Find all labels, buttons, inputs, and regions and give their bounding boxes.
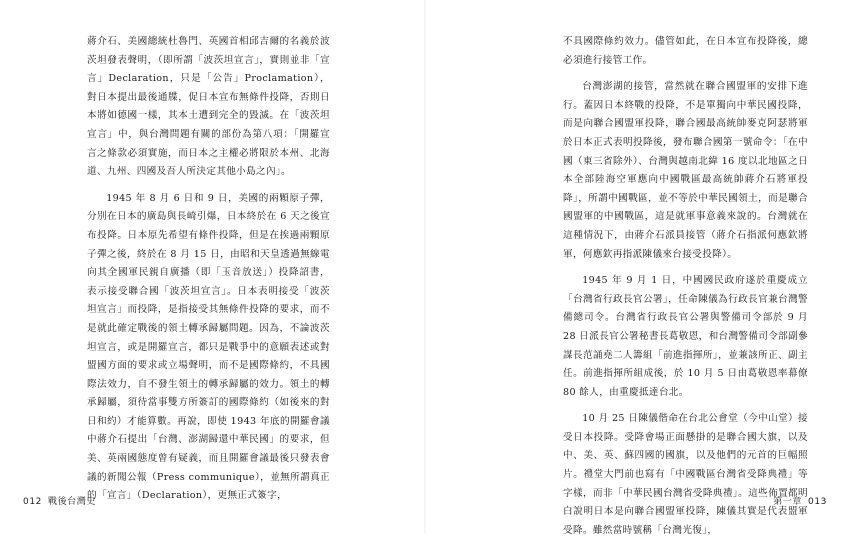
paragraph: 1945 年 8 月 6 日和 9 日，美國的兩顆原子彈，分別在日本的廣島與長崎引爆，日本終於在 6 天之後宣布投降。日本原先希望有條件投降，但是在挨過兩顆原子彈之後，終於在 8 月 15 日，由昭和天皇透過無線電向其全國軍民親自廣播（即「玉音放送」）投降詔書，表示接受聯合國「波茨坦宣言」。日本表明接受「波茨坦宣言」而投降，是指接受其無條件投降的要求，而不是就此確定戰後的領土轉承歸屬問題。因為，不論波茨坦宣言，或是開羅宣言，都只是戰爭中的意願表述或對盟國方面的要求或立場聲明，而不是國際條約，不具國際法效力，自不發生領土的轉承歸屬的效力。領土的轉承歸屬，須待當事雙方所簽訂的國際條約（如後來的對日和約）才能算數。再說，即使 1943 年底的開羅會議中蔣介石提出「台灣、澎湖歸還中華民國」的要求，但美、英兩國態度曾有疑義，而且開羅會議最後只發表會議的新聞公報（Press communique），並無所謂真正的「宣言」（Declaration），更無正式簽字，	[87, 192, 330, 502]
paragraph: 1945 年 9 月 1 日，中國國民政府遂於重慶成立「台灣省行政長官公署」，任命陳儀為行政長官兼台灣警備總司令。台灣省行政長官公署與警備司令部於 9 月 28 日派長官公署秘書長葛敬恩，和台灣警備司令部副參謀長范誦堯二人籌組「前進指揮所」，並兼該所正、副主任。前進指揮所組成後，於 10 月 5 日由葛敬恩率幕僚 80 餘人，由重慶抵達台北。	[563, 275, 809, 398]
paragraph: 台灣澎湖的接管，當然就在聯合國盟軍的安排下進行。蓋因日本終戰的投降，不是單獨向中華民國投降，而是向聯合國盟軍投降，聯合國最高統帥麥克阿瑟將軍於日本正式表明投降後，發布聯合國第一號命令：「在中國（東三省除外）、台灣與越南北緯 16 度以北地區之日本全部陸海空軍應向中國戰區最高統帥蔣介石將軍投降」，所謂中國戰區，並不等於中華民國領土，而是聯合國盟軍的中國戰區，這是就軍事意義來說的。台灣就在這種情況下，由蔣介石派員接管（蔣介石指派何應欽將軍，何應欽再指派陳儀來台接受投降）。	[563, 81, 808, 260]
paragraph: 不具國際條約效力。儘管如此，在日本宣布投降後，總必須進行接管工作。	[563, 36, 808, 66]
book-title: 戰後台灣史	[47, 497, 96, 507]
paragraph: 蔣介石、美國總統杜魯門、英國首相邱吉爾的名義於波茨坦發表聲明，（即所謂「波茨坦宣言」，實則並非「宣言」Declaration，只是「公告」Proclamation），對日本提出最後通牒，促日本宣布無條件投降，否則日本將如德國一樣，其本土遭到完全的毀滅。在「波茨坦宣言」中，與台灣問題有關的部份為第八項：「開羅宣言之條款必須實施，而日本之主權必將限於本州、北海道、九州、四國及吾人所決定其他小島之內」。	[87, 36, 330, 178]
paragraph: 10 月 25 日陳儀偕命在台北公會堂（今中山堂）接受日本投降。受降會場正面懸掛的是聯合國大旗，以及中、美、英、蘇四國的國旗，以及他們的元首的巨幅照片。禮堂大門前也寫有「中國戰區台灣省受降典禮」等字樣，而非「中華民國台灣省受降典禮」。這些佈置都明白說明日本是向聯合國盟軍投降，陳儀其實是代表盟軍受降。雖然當時號稱「台灣光復」，	[563, 413, 808, 536]
left-page-footer	[17, 494, 96, 507]
page-number: 012	[23, 497, 42, 507]
left-page-text	[87, 33, 330, 514]
right-page-footer	[773, 494, 833, 507]
chapter-title: 第一章	[773, 497, 803, 507]
right-page-text	[563, 33, 808, 548]
left-page	[0, 0, 425, 534]
page-number: 013	[808, 497, 827, 507]
right-page	[425, 0, 850, 534]
